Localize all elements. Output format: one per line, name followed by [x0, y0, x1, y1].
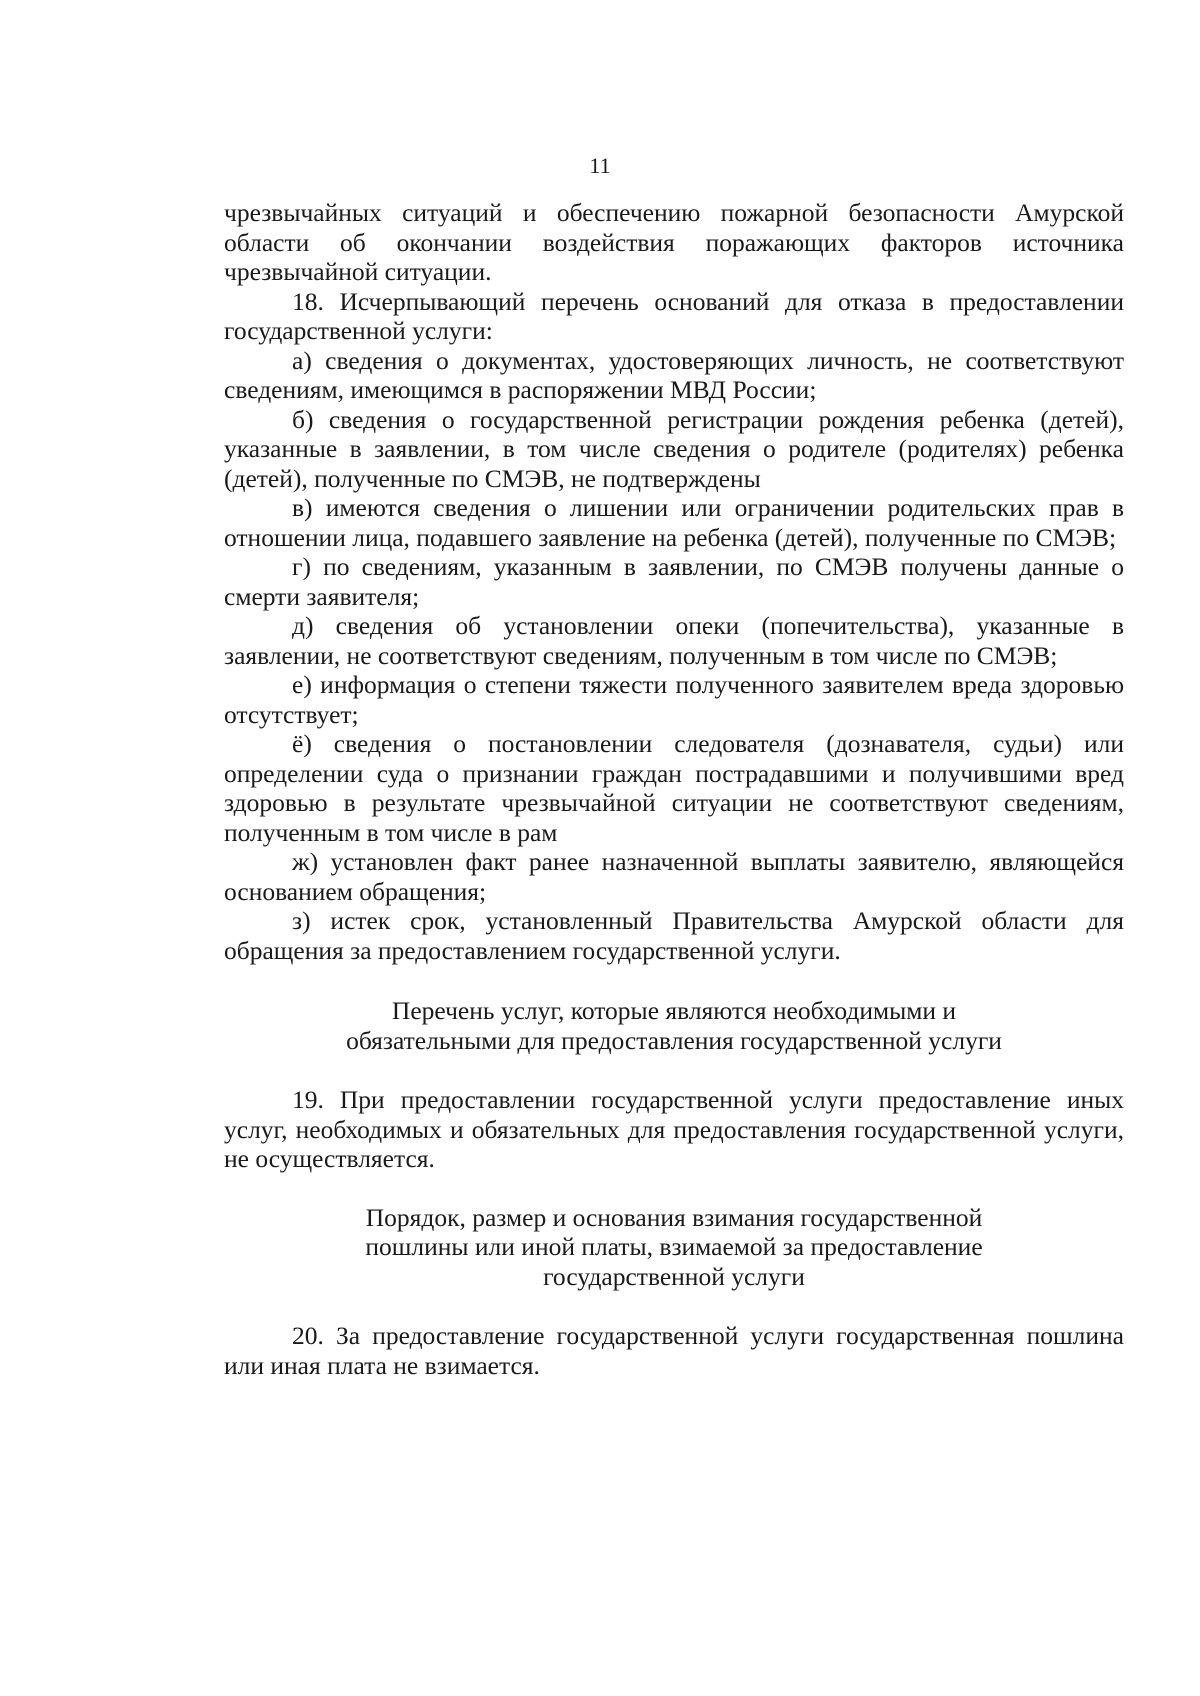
section-heading-services: [224, 996, 1124, 1055]
list-item-18g: г) по сведениям, указанным в заявлении, по СМЭВ получены данные о смерти заявителя;: [224, 552, 1124, 611]
document-body: [224, 198, 1124, 1380]
list-item-18d: д) сведения об установлении опеки (попечительства), указанные в заявлении, не соответствуют сведениям, полученным в том числе по СМЭВ;: [224, 611, 1124, 670]
list-item-18b: б) сведения о государственной регистрации рождения ребенка (детей), указанные в заявлении, в том числе сведения о родителе (родителях) ребенка (детей), полученные по СМЭВ, не подтверждены: [224, 404, 1124, 493]
paragraph-intro-continuation: чрезвычайных ситуаций и обеспечению пожарной безопасности Амурской области об окончании воздействия поражающих факторов источника чрезвычайной ситуации.: [224, 198, 1124, 286]
page-number: 11: [589, 153, 611, 178]
list-item-18zh: ж) установлен факт ранее назначенной выплаты заявителю, являющейся основанием обращения;: [224, 847, 1124, 906]
list-item-18z: з) истек срок, установленный Правительства Амурской области для обращения за предоставлением государственной услуги.: [224, 906, 1124, 965]
section-heading-fee: [224, 1203, 1124, 1292]
list-item-18a: а) сведения о документах, удостоверяющих личность, не соответствуют сведениям, имеющимся в распоряжении МВД России;: [224, 345, 1124, 404]
section-heading-fee-line: государственной услуги: [543, 1261, 805, 1291]
list-item-18e: е) информация о степени тяжести полученного заявителем вреда здоровью отсутствует;: [224, 670, 1124, 729]
list-item-18yo: ё) сведения о постановлении следователя (дознавателя, судьи) или определении суда о признании граждан пострадавшими и получившими вред здоровью в результате чрезвычайной ситуации не соответствуют сведениям, полученным в том числе в рам: [224, 729, 1124, 847]
list-item-18v: в) имеются сведения о лишении или ограничении родительских прав в отношении лица, подавшего заявление на ребенка (детей), полученные по СМЭВ;: [224, 493, 1124, 552]
paragraph-20: 20. За предоставление государственной услуги государственная пошлина или иная плата не взимается.: [224, 1321, 1124, 1380]
paragraph-19: 19. При предоставлении государственной услуги предоставление иных услуг, необходимых и обязательных для предоставления государственной услуги, не осуществляется.: [224, 1085, 1124, 1173]
section-heading-fee-line: пошлины или иной платы, взимаемой за предоставление: [365, 1232, 983, 1261]
paragraph-18: 18. Исчерпывающий перечень оснований для отказа в предоставлении государственной услуги:: [224, 286, 1124, 345]
section-heading-services-line: обязательными для предоставления государственной услуги: [346, 1025, 1002, 1055]
section-heading-services-line: Перечень услуг, которые являются необходимыми и: [391, 996, 957, 1025]
section-heading-fee-line: Порядок, размер и основания взимания государственной: [365, 1202, 983, 1232]
